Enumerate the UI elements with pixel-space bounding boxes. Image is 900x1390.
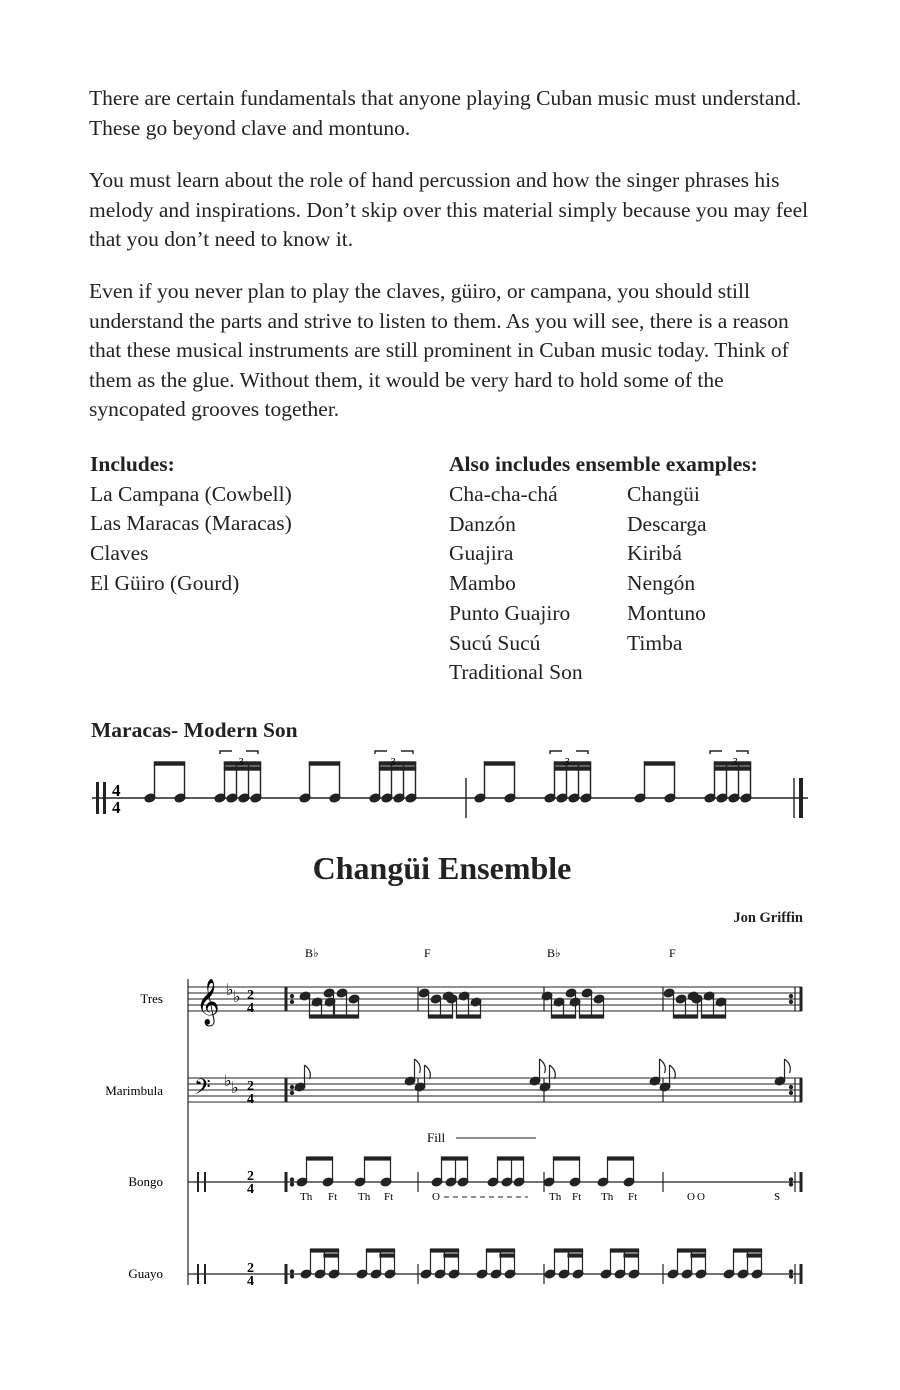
- ensemble-example: Sucú Sucú: [449, 630, 541, 655]
- ensemble-example: Cha-cha-chá: [449, 482, 558, 506]
- note-flag: [415, 1059, 421, 1073]
- also-includes-heading: Also includes ensemble examples:: [449, 452, 758, 476]
- repeat-dot: [290, 1091, 293, 1094]
- maracas-staff: [0, 740, 900, 825]
- note-beam: [580, 1015, 604, 1018]
- includes-item: Claves: [90, 541, 149, 566]
- time-signature-top: 2: [247, 1079, 254, 1094]
- note-beam: [365, 1157, 391, 1160]
- note-beam: [624, 1254, 638, 1257]
- repeat-dot: [290, 1086, 293, 1089]
- note-beam: [498, 1157, 524, 1160]
- includes-heading: Includes:: [90, 452, 175, 476]
- intro-paragraph-2: You must learn about the role of hand percussion and how the singer phrases his melody and inspirations. Don’t skip over this material simply because you may feel that you don’t need to know it.: [89, 168, 809, 251]
- flat-icon: ♭: [233, 989, 241, 1006]
- stroke-syllable: O: [432, 1191, 440, 1203]
- time-signature-bottom: 4: [247, 1092, 254, 1107]
- note-flag: [785, 1059, 791, 1073]
- note-beam: [442, 1157, 468, 1160]
- repeat-dot: [789, 1183, 792, 1186]
- note-beam: [645, 762, 675, 765]
- bass-clef-icon: 𝄢: [194, 1075, 211, 1104]
- ensemble-example: Mambo: [449, 571, 516, 596]
- note-beam: [485, 762, 515, 765]
- ensemble-example: Punto Guajiro: [449, 600, 571, 625]
- note-beam: [554, 1157, 580, 1160]
- tuplet-bracket: [710, 751, 748, 754]
- note-beam: [155, 762, 185, 765]
- stroke-syllable: O: [687, 1191, 695, 1203]
- repeat-dot: [290, 1270, 293, 1273]
- time-signature-top: 2: [247, 1261, 254, 1276]
- stroke-syllable: Th: [300, 1191, 313, 1203]
- tuplet-bracket: [375, 751, 413, 754]
- ensemble-example: Traditional Son: [449, 660, 583, 685]
- note-beam: [678, 1249, 706, 1252]
- maracas-title: Maracas- Modern Son: [91, 718, 298, 742]
- tuplet-number: 3: [238, 756, 244, 768]
- tuplet-number: 3: [732, 756, 738, 768]
- note-beam: [674, 1015, 698, 1018]
- instrument-label: Marimbula: [105, 1083, 163, 1098]
- note-beam: [335, 1015, 359, 1018]
- chord-symbol: F: [424, 946, 431, 960]
- repeat-dot: [789, 1275, 792, 1278]
- instrument-label: Tres: [140, 991, 163, 1006]
- note-flag: [670, 1065, 676, 1079]
- repeat-dot: [290, 995, 293, 998]
- ensemble-title: Changüi Ensemble: [312, 850, 572, 886]
- tuplet-bracket: [220, 751, 258, 754]
- ensemble-example: Timba: [627, 630, 683, 655]
- percussion-clef-icon: [197, 1172, 206, 1284]
- time-signature-bottom: 4: [247, 1001, 254, 1016]
- note-beam: [444, 1254, 458, 1257]
- ensemble-score: [0, 935, 900, 1295]
- instrument-label: Guayo: [128, 1266, 163, 1281]
- note-beam: [380, 1254, 394, 1257]
- flat-icon: ♭: [224, 1073, 232, 1090]
- note-beam: [310, 1015, 334, 1018]
- repeat-dot: [290, 1000, 293, 1003]
- time-signature-bottom: 4: [247, 1274, 254, 1289]
- ensemble-example: Nengón: [627, 571, 696, 596]
- repeat-dot: [789, 1178, 792, 1181]
- includes-item: El Güiro (Gourd): [90, 570, 240, 595]
- intro-paragraph-1: There are certain fundamentals that anyone playing Cuban music must understand. These go beyond clave and montuno.: [89, 86, 802, 140]
- note-flag: [305, 1065, 311, 1079]
- flat-icon: ♭: [226, 982, 234, 999]
- note-flag: [425, 1065, 431, 1079]
- repeat-dot: [290, 1275, 293, 1278]
- stroke-syllable: Th: [358, 1191, 371, 1203]
- note-beam: [555, 1249, 583, 1252]
- also-includes-column-1: [449, 480, 583, 688]
- ensemble-example: Guajira: [449, 541, 514, 566]
- note-beam: [457, 1015, 481, 1018]
- stroke-syllable: Ft: [384, 1191, 394, 1203]
- repeat-dot: [789, 1270, 792, 1273]
- note-beam: [552, 1015, 576, 1018]
- note-beam: [747, 1254, 761, 1257]
- chord-symbol: B♭: [305, 946, 319, 960]
- note-beam: [380, 762, 416, 765]
- chord-symbol: F: [669, 946, 676, 960]
- includes-item: La Campana (Cowbell): [90, 481, 292, 506]
- includes-item: Las Maracas (Maracas): [90, 511, 292, 536]
- includes-list: [90, 450, 292, 599]
- ensemble-example: Montuno: [627, 600, 706, 625]
- stroke-syllable: Ft: [572, 1191, 582, 1203]
- time-signature-top: 2: [247, 1169, 254, 1184]
- note-flag: [660, 1059, 666, 1073]
- repeat-dot: [290, 1183, 293, 1186]
- chord-symbol: B♭: [547, 946, 561, 960]
- note-beam: [611, 1249, 639, 1252]
- note-beam: [734, 1249, 762, 1252]
- time-signature-top: 4: [112, 781, 121, 800]
- note-beam: [702, 1015, 726, 1018]
- ensemble-example: Descarga: [627, 511, 707, 536]
- composer-name: Jon Griffin: [733, 910, 803, 926]
- stroke-syllable: Th: [601, 1191, 614, 1203]
- note-beam: [487, 1249, 515, 1252]
- note-beam: [568, 1254, 582, 1257]
- repeat-dot: [789, 995, 792, 998]
- repeat-dot: [290, 1178, 293, 1181]
- note-beam: [311, 1249, 339, 1252]
- time-signature-bottom: 4: [112, 798, 121, 817]
- note-beam: [380, 767, 416, 770]
- note-beam: [555, 762, 591, 765]
- time-signature-bottom: 4: [247, 1182, 254, 1197]
- time-signature-top: 2: [247, 988, 254, 1003]
- stroke-syllable: O: [697, 1191, 705, 1203]
- note-beam: [307, 1157, 333, 1160]
- flat-icon: ♭: [231, 1080, 239, 1097]
- ensemble-example: Danzón: [449, 511, 516, 536]
- repeat-dot: [789, 1000, 792, 1003]
- note-beam: [324, 1254, 338, 1257]
- note-beam: [431, 1249, 459, 1252]
- note-beam: [691, 1254, 705, 1257]
- treble-clef-icon: 𝄞: [196, 979, 220, 1024]
- repeat-dot: [789, 1091, 792, 1094]
- note-beam: [555, 767, 591, 770]
- note-beam: [310, 762, 340, 765]
- ensemble-example: Kiribá: [627, 541, 682, 566]
- tuplet-bracket: [550, 751, 588, 754]
- stroke-syllable: Ft: [328, 1191, 338, 1203]
- note-beam: [500, 1254, 514, 1257]
- note-beam: [429, 1015, 453, 1018]
- note-beam: [367, 1249, 395, 1252]
- stroke-syllable: S: [774, 1191, 781, 1203]
- intro-paragraph-3: Even if you never plan to play the claves, güiro, or campana, you should still understand the parts and strive to listen to them. As you will see, there is a reason that these musical instruments are still prominent in Cuban music today. Think of them as the glue. Without them, it would be very hard to hold some of the syncopated grooves together.: [89, 279, 789, 421]
- tuplet-number: 3: [564, 756, 570, 768]
- note-flag: [540, 1059, 546, 1073]
- note-beam: [608, 1157, 634, 1160]
- instrument-label: Bongo: [128, 1174, 163, 1189]
- stroke-syllable: Ft: [628, 1191, 638, 1203]
- tuplet-number: 3: [390, 756, 396, 768]
- note-flag: [550, 1065, 556, 1079]
- also-includes-column-2: [627, 480, 707, 658]
- fill-label: Fill: [427, 1130, 446, 1145]
- repeat-dot: [789, 1086, 792, 1089]
- stroke-syllable: Th: [549, 1191, 562, 1203]
- ensemble-example: Changüi: [627, 482, 700, 506]
